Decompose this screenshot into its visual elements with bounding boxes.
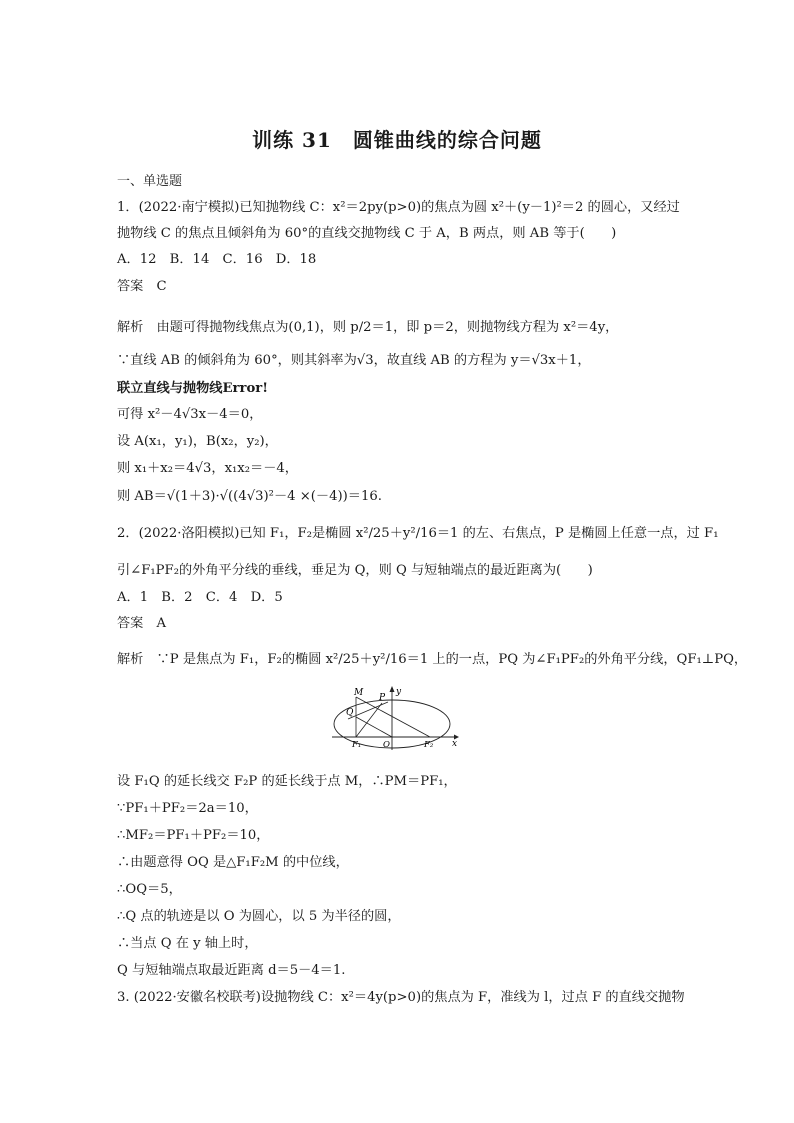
q2-solution-line-8: ∴当点 Q 在 y 轴上时， (117, 936, 258, 951)
section-heading: 一、单选题 (117, 174, 183, 189)
q2-answer: 答案 A (117, 616, 167, 631)
q2-solution-line-7: ∴Q 点的轨迹是以 O 为圆心，以 5 为半径的圆， (117, 909, 401, 924)
label-x: x (452, 739, 458, 749)
q1-solution-line-3: 联立直线与抛物线Error! (117, 381, 268, 396)
q1-solution-line-5: 设 A(x₁，y₁)，B(x₂，y₂)， (117, 434, 278, 449)
q1-solution-line-7: 则 AB＝√(1＋3)·√((4√3)²－4 ×(－4))＝16. (117, 489, 382, 504)
label-y: y (396, 687, 402, 697)
q1-options: A．12 B．14 C．16 D．18 (117, 252, 317, 267)
q1-solution-line-4: 可得 x²－4√3x－4＝0， (117, 407, 263, 422)
line-p-q (348, 702, 388, 719)
q2-options: A．1 B．2 C．4 D．5 (117, 590, 283, 605)
q2-stem-line-1: 2．(2022·洛阳模拟)已知 F₁，F₂是椭圆 x²/25＋y²/16＝1 的左、右焦点，P 是椭圆上任意一点，过 F₁ (117, 526, 719, 541)
q2-solution-line-6: ∴OQ＝5， (117, 882, 182, 897)
label-m: M (354, 688, 364, 698)
ellipse-figure (330, 682, 462, 752)
q2-stem-line-2: 引∠F₁PF₂的外角平分线的垂线，垂足为 Q，则 Q 与短轴端点的最近距离为( ) (117, 563, 593, 578)
page-title: 训练 31 圆锥曲线的综合问题 (252, 128, 542, 152)
q1-answer: 答案 C (117, 279, 167, 294)
label-q: Q (346, 708, 354, 718)
q2-solution-line-1: 解析 ∵P 是焦点为 F₁，F₂的椭圆 x²/25＋y²/16＝1 上的一点，PQ 为∠F₁PF₂的外角平分线，QF₁⊥PQ， (117, 652, 748, 667)
q3-stem-line-1: 3. (2022·安徽名校联考)设抛物线 C：x²＝4y(p>0)的焦点为 F，准线为 l，过点 F 的直线交抛物 (117, 990, 685, 1005)
q2-solution-line-9: Q 与短轴端点取最近距离 d＝5－4＝1. (117, 963, 346, 978)
label-f2: F₂ (424, 740, 434, 750)
q1-solution-line-2: ∵直线 AB 的倾斜角为 60°，则其斜率为√3，故直线 AB 的方程为 y＝√3x＋1， (117, 353, 591, 368)
label-p: P (379, 693, 386, 703)
q2-solution-line-5: ∴由题意得 OQ 是△F₁F₂M 的中位线， (117, 855, 349, 870)
q1-solution-line-1: 解析 由题可得抛物线焦点为(0,1)，则 p/2＝1，即 p＝2，则抛物线方程为 x²＝4y， (117, 320, 619, 335)
label-f1: F₁ (352, 740, 362, 750)
y-axis-arrow (390, 686, 395, 692)
label-o: O (383, 740, 390, 750)
line-q-o (356, 717, 392, 737)
q2-solution-line-3: ∵PF₁＋PF₂＝2a＝10， (117, 801, 258, 816)
q1-stem-line-2: 抛物线 C 的焦点且倾斜角为 60°的直线交抛物线 C 于 A，B 两点，则 AB 等于( ) (117, 226, 617, 241)
q2-solution-line-2: 设 F₁Q 的延长线交 F₂P 的延长线于点 M，∴PM＝PF₁， (117, 774, 457, 789)
q2-solution-line-4: ∴MF₂＝PF₁＋PF₂＝10， (117, 828, 270, 843)
q1-stem-line-1: 1．(2022·南宁模拟)已知抛物线 C：x²＝2py(p>0)的焦点为圆 x²＋(y－1)²＝2 的圆心，又经过 (117, 200, 680, 215)
q1-solution-line-6: 则 x₁＋x₂＝4√3，x₁x₂＝－4， (117, 461, 298, 476)
line-f1-p (356, 703, 382, 737)
